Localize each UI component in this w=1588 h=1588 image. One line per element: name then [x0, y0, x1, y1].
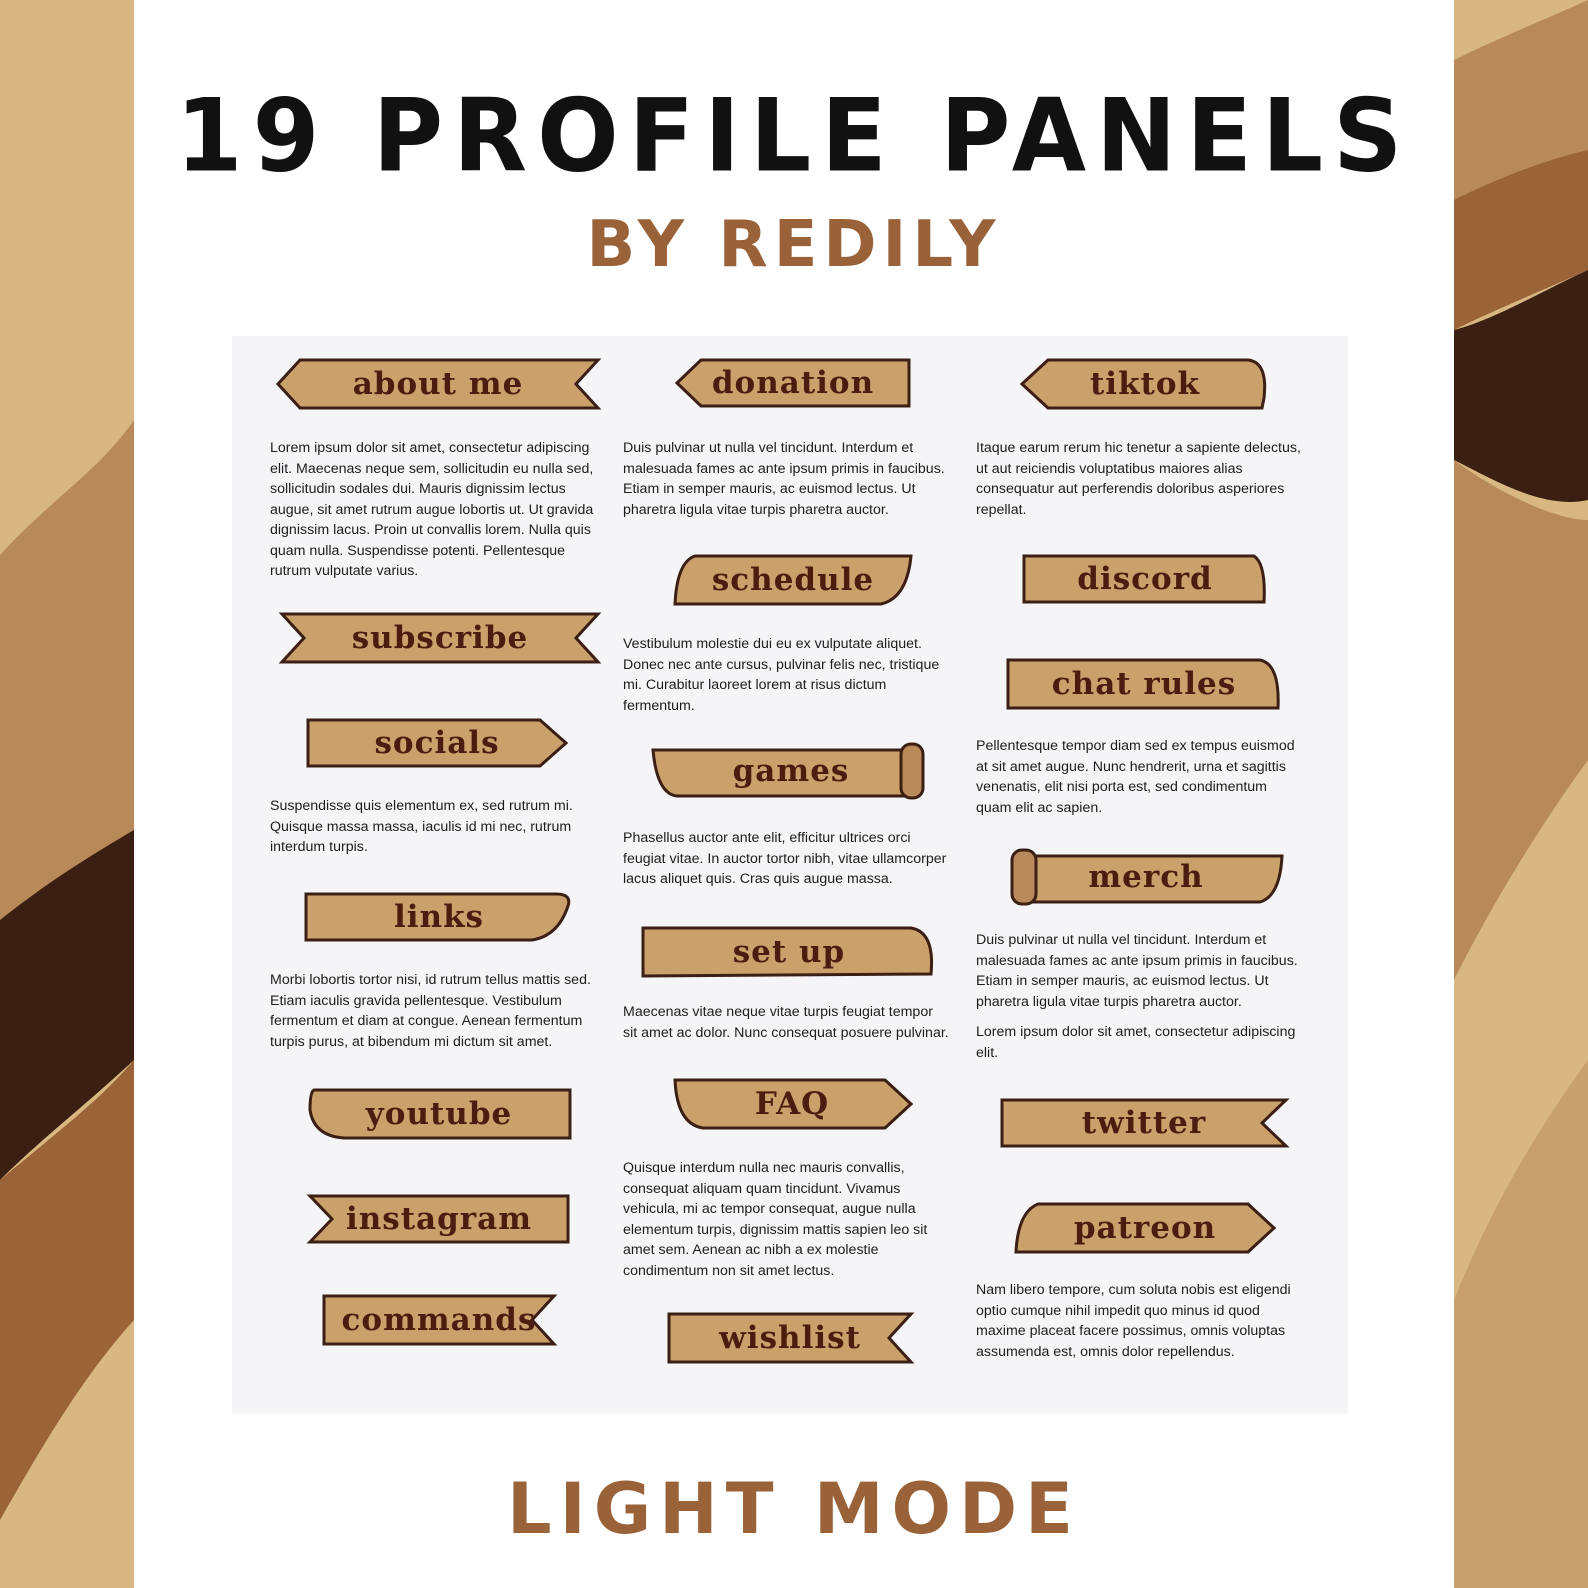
banner-label: socials — [374, 725, 500, 761]
panel-description-socials: Suspendisse quis elementum ex, sed rutrum mi. Quisque massa massa, iaculis id mi nec, rutrum interdum turpis. — [270, 798, 573, 855]
banner-label: discord — [1077, 561, 1213, 597]
panel-description-donation: Duis pulvinar ut nulla vel tincidunt. Interdum et malesuada fames ac ante ipsum primis in faucibus. Etiam in semper mauris, ac euismod lectus. Ut pharetra ligula vitae turpis pharetra auctor. — [623, 440, 945, 518]
banner-label: FAQ — [754, 1086, 830, 1122]
banner-label: donation — [711, 365, 875, 401]
panel-description-about-me: Lorem ipsum dolor sit amet, consectetur adipiscing elit. Maecenas neque sem, sollicitudin eu nulla sed, sollicitudin sodales dui. Mauris dignissim lectus augue, sit amet rutrum augue lobortis ut. Ut gravida dignissim lacus. Proin ut convallis lorem. Nulla quis quam nulla. Suspendisse potenti. Pellentesque rutrum vulputate varius. — [270, 440, 594, 579]
panel-banner-set-up — [643, 926, 935, 978]
banner-label: patreon — [1073, 1210, 1217, 1246]
page-subtitle: BY REDILY — [586, 208, 1002, 282]
panel-banner-tiktok — [1022, 358, 1268, 410]
panel-banner-wishlist — [669, 1312, 911, 1364]
left-decorative-stripes — [0, 0, 134, 1588]
panel-banner-schedule — [675, 554, 911, 606]
panel-banner-chat-rules — [1008, 658, 1280, 710]
panel-description-set-up: Maecenas vitae neque vitae turpis feugiat tempor sit amet ac dolor. Nunc consequat posuere pulvinar. — [623, 1004, 949, 1041]
banner-label: chat rules — [1051, 666, 1237, 702]
panel-banner-merch — [1010, 848, 1282, 906]
panel-description-tiktok: Itaque earum rerum hic tenetur a sapiente delectus, ut aut reiciendis voluptatibus maiores alias consequatur aut perferendis doloribus asperiores repellat. — [976, 440, 1301, 518]
panel-description-patreon: Nam libero tempore, cum soluta nobis est eligendi optio cumque nihil impedit quo minus id quod maxime placeat facere possimus, omnis voluptas assumenda est, omnis dolor repellendus. — [976, 1282, 1291, 1360]
banner-label: commands — [341, 1302, 537, 1338]
banner-label: tiktok — [1089, 366, 1201, 402]
banner-label: schedule — [711, 562, 875, 598]
panel-banner-commands — [324, 1294, 554, 1346]
panel-banner-about-me — [278, 358, 598, 410]
banner-label: twitter — [1081, 1105, 1207, 1141]
panel-banner-youtube — [308, 1088, 570, 1140]
banner-label: wishlist — [719, 1320, 861, 1356]
panel-description-faq: Quisque interdum nulla nec mauris convallis, consequat aliquam quam tincidunt. Vivamus vehicula, mi ac tempor consequat, augue nulla elementum turpis, dignissim mattis sapien leo sit amet sem. Aenean ac nibh a ex molestie condimentum non sit amet lectus. — [623, 1160, 928, 1279]
panel-banner-patreon — [1016, 1202, 1274, 1254]
panel-banner-links — [306, 892, 572, 942]
page-title: 19 PROFILE PANELS — [175, 77, 1413, 195]
panel-description-merch-extra: Lorem ipsum dolor sit amet, consectetur adipiscing elit. — [976, 1024, 1296, 1061]
panel-banner-twitter — [1002, 1098, 1286, 1148]
banner-label: subscribe — [351, 620, 529, 656]
panel-banner-subscribe — [282, 612, 598, 664]
mode-label: LIGHT MODE — [507, 1468, 1081, 1550]
banner-label: instagram — [345, 1201, 533, 1237]
panel-description-links: Morbi lobortis tortor nisi, id rutrum tellus mattis sed. Etiam iaculis gravida pellentesque. Vestibulum fermentum et diam at congue. Aenean fermentum turpis purus, at bibendum mi dictum sit amet. — [270, 972, 591, 1050]
banner-label: merch — [1088, 859, 1204, 895]
panel-description-schedule: Vestibulum molestie dui eu ex vulputate aliquet. Donec nec ante cursus, pulvinar felis nec, tristique mi. Curabitur laoreet lorem at risus dictum fermentum. — [623, 636, 940, 714]
banner-label: set up — [732, 934, 846, 970]
panel-banner-donation — [677, 358, 909, 408]
banner-label: links — [393, 899, 485, 935]
panel-banner-instagram — [310, 1194, 568, 1244]
panel-banner-games — [653, 742, 929, 800]
banner-label: about me — [352, 366, 524, 402]
panel-banner-socials — [308, 718, 566, 768]
panel-description-chat-rules: Pellentesque tempor diam sed ex tempus euismod at sit amet augue. Nunc hendrerit, urna et sagittis venenatis, elit nisi porta est, sed condimentum quam elit ac sapien. — [976, 738, 1295, 816]
panel-description-games: Phasellus auctor ante elit, efficitur ultrices orci feugiat vitae. In auctor tortor nibh, vitae ullamcorper lacus aliquet quis. Cras quis augue massa. — [623, 830, 947, 887]
panel-description-merch: Duis pulvinar ut nulla vel tincidunt. Interdum et malesuada fames ac ante ipsum primis in faucibus. Etiam in semper mauris, ac euismod lectus. Ut pharetra ligula vitae turpis pharetra auctor. — [976, 932, 1298, 1010]
banner-label: youtube — [365, 1096, 513, 1132]
panel-banner-discord — [1024, 554, 1266, 604]
right-decorative-stripes — [1454, 0, 1588, 1588]
panel-banner-faq — [673, 1078, 911, 1130]
banner-label: games — [732, 753, 850, 789]
panels-sheet — [232, 336, 1348, 1414]
